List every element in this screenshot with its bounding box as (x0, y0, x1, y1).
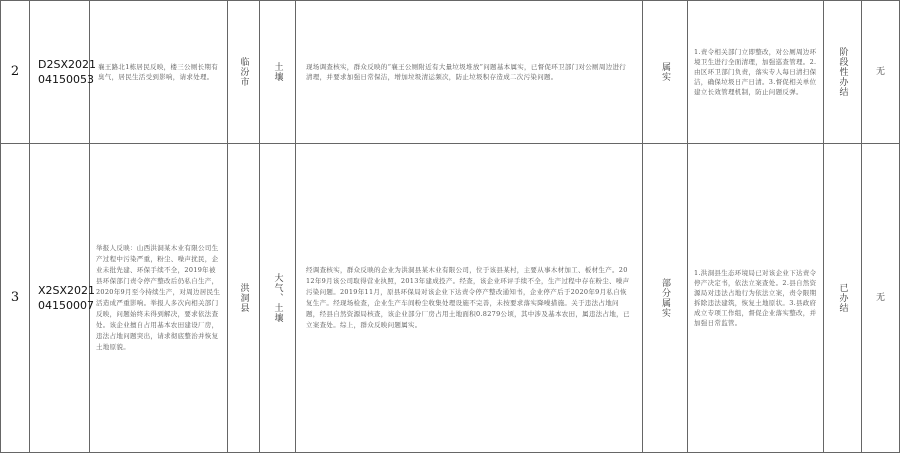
case-id-line2: 04150053 (38, 73, 94, 86)
row-index: 2 (1, 1, 30, 144)
investigation-text: 经调查核实，群众反映的企业为洪洞县某木业有限公司，位于该县某村，主要从事木材加工、板材生产。2012年9月该公司取得营业执照，2013年建成投产。经查，该企业环评手续不全，生产过程中存在粉尘、噪声污染问题。2019年11月，原县环保局对该企业下达责令停产整改通知书，企业停产后于2020年9月私自恢复生产。经现场检查，企业生产车间粉尘收集处理设施不完善，未按要求落实降噪措施。关于违法占地问题，经县自然资源局核查，该企业部分厂房占用土地面积0.8279公顷，其中涉及基本农田，属违法占地，已立案查处。综上，群众反映问题属实。 (296, 144, 643, 453)
verdict: 部分属实 (660, 278, 670, 318)
complaint-text: 举报人反映：山西洪洞某木业有限公司生产过程中污染严重，粉尘、噪声扰民，企业未批先建、环保手续不全，2019年被县环保部门责令停产整改后仍私自生产，2020年9月至今持续生产，对周边居民生活造成严重影响。举报人多次向相关部门反映，问题始终未得到解决，要求依法查处。该企业擅自占用基本农田建设厂房，违法占地问题突出，请求彻底整治并恢复土地原貌。 (90, 144, 228, 453)
district: 洪洞县 (238, 283, 249, 313)
case-id-line1: D2SX2021 (38, 58, 96, 71)
table-row (1, 1, 900, 144)
table-row (1, 144, 900, 453)
investigation-text: 现场调查核实，群众反映的“襄王公厕附近有大量垃圾堆放”问题基本属实，已督促环卫部门对公厕周边进行清理，并要求加强日常保洁，增加垃圾清运频次，防止垃圾积存造成二次污染问题。 (296, 1, 643, 144)
district: 临汾市 (238, 57, 249, 87)
pollution-category: 土壤 (272, 62, 283, 82)
pollution-category: 大气、土壤 (272, 273, 283, 323)
case-id (30, 144, 96, 453)
complaint-text: 襄王路北1栋居民反映，楼三公厕长期有臭气，居民生活受到影响，请求处理。 (90, 1, 228, 144)
row-index: 3 (1, 144, 30, 453)
accountability: 无 (862, 1, 900, 144)
status: 已办结 (837, 283, 848, 313)
accountability: 无 (862, 144, 900, 453)
handling-text: 1.责令相关部门立即整改，对公厕周边环境卫生进行全面清理，加强巡查管理。2.由区环卫部门负责，落实专人每日清扫保洁，确保垃圾日产日清。3.督促相关单位建立长效管理机制，防止问题反弹。 (688, 1, 824, 144)
verdict: 属实 (660, 62, 670, 82)
status: 阶段性办结 (837, 47, 848, 97)
handling-text: 1.洪洞县生态环境局已对该企业下达责令停产决定书，依法立案查处。2.县自然资源局对违法占地行为依法立案，责令限期拆除违法建筑，恢复土地原状。3.县政府成立专项工作组，督促企业落实整改，并加强日常监管。 (688, 144, 824, 453)
case-id (30, 1, 96, 144)
case-id-line1: X2SX2021 (38, 284, 96, 297)
case-id-line2: 04150007 (38, 299, 94, 312)
